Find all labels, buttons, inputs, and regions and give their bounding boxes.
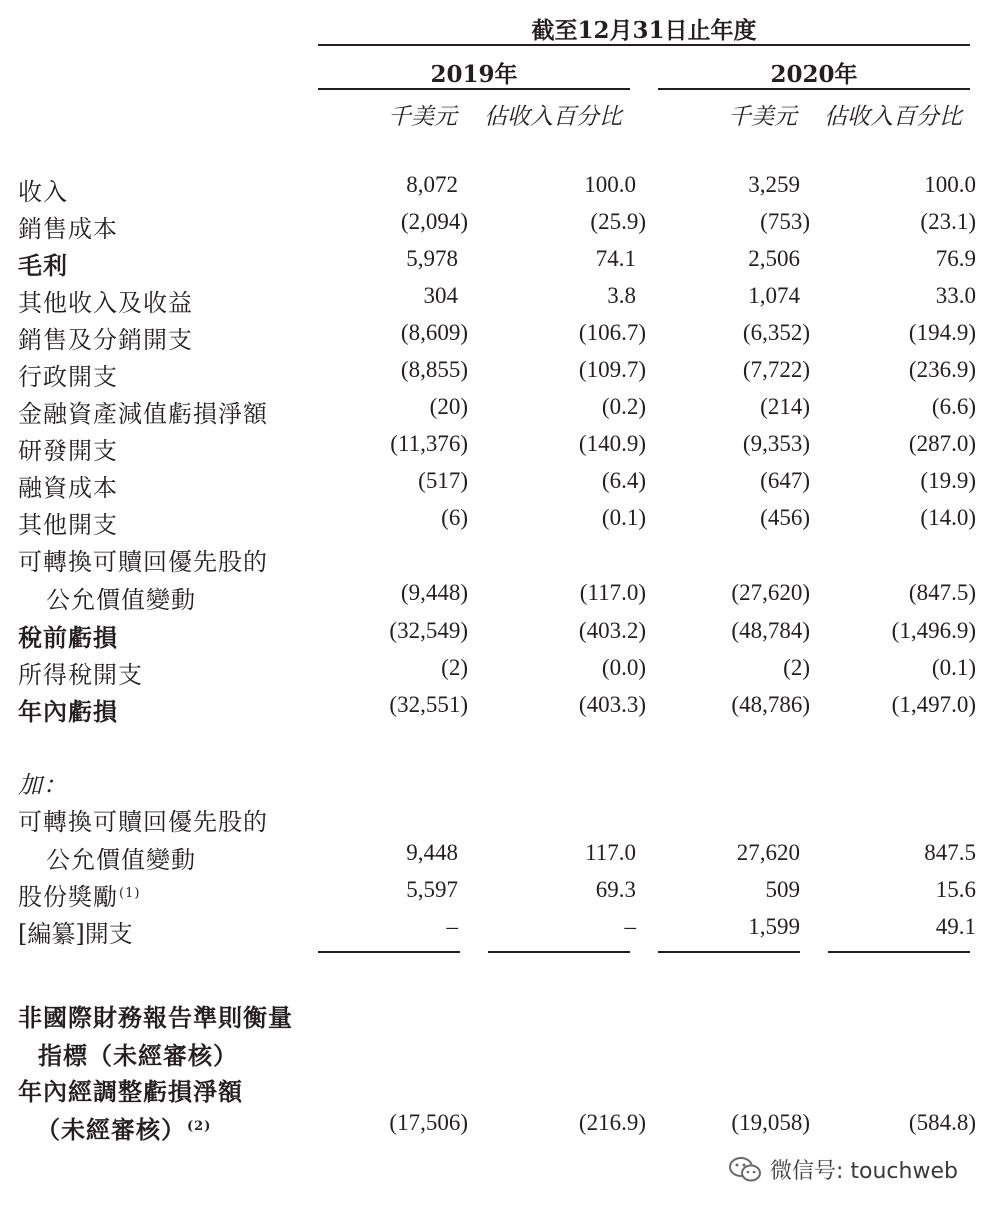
- cell-2020-usd: (2): [783, 655, 810, 680]
- table-row: [0, 357, 996, 394]
- row-label: 公允價值變動: [46, 586, 196, 614]
- cell-2020-pct: (14.0): [920, 505, 976, 530]
- wechat-watermark: [728, 1154, 958, 1185]
- row-label: 金融資產減值虧損淨額: [18, 400, 268, 428]
- row-label: 銷售成本: [18, 215, 118, 243]
- watermark-text: 微信号: touchweb: [770, 1159, 958, 1184]
- table-row: [0, 580, 996, 617]
- table-row: [0, 914, 996, 951]
- cell-2020-pct: 76.9: [935, 246, 976, 271]
- row-label: 研發開支: [18, 437, 118, 465]
- row-label: 可轉換可贖回優先股的: [18, 808, 268, 836]
- cell-2019-pct: 100.0: [584, 172, 636, 197]
- cell-2020-usd: (19,058): [731, 1110, 810, 1135]
- row-label: 年內虧損: [18, 697, 118, 726]
- cell-2020-pct: 847.5: [924, 840, 976, 865]
- table-row: [0, 802, 996, 839]
- cell-2019-pct: (0.2): [601, 394, 646, 419]
- footnote-ref: (2): [187, 1119, 212, 1134]
- cell-2020-pct: (236.9): [908, 357, 976, 382]
- cell-2019-pct: 117.0: [585, 840, 636, 865]
- cell-2020-usd: 1,599: [748, 914, 800, 939]
- add-label: 加：: [18, 771, 68, 799]
- cell-2019-pct: (109.7): [578, 357, 646, 382]
- period-header: 截至12月31日止年度: [531, 17, 757, 44]
- cell-2020-usd: (456): [760, 505, 810, 530]
- cell-2020-pct: 15.6: [935, 877, 976, 902]
- non-ifrs-title-line2: 指標（未經審核）: [38, 1041, 238, 1070]
- footnote-ref: (1): [119, 886, 141, 901]
- row-label: [18, 877, 140, 912]
- cell-2020-usd: (753): [760, 209, 810, 234]
- cell-2020-usd: (48,784): [731, 618, 810, 643]
- cell-2020-pct: (19.9): [920, 468, 976, 493]
- table-row: [0, 618, 996, 655]
- cell-2019-usd: (17,506): [389, 1110, 468, 1135]
- table-row: [0, 692, 996, 729]
- cell-2020-pct: (194.9): [908, 320, 976, 345]
- cell-2020-usd: (214): [760, 394, 810, 419]
- cell-2020-pct: (584.8): [908, 1110, 976, 1135]
- cell-2019-usd: 8,072: [406, 172, 458, 197]
- cell-2019-usd: (32,549): [389, 618, 468, 643]
- cell-2020-usd: 1,074: [748, 283, 800, 308]
- cell-2020-pct: (0.1): [931, 655, 976, 680]
- cell-2019-pct: (403.2): [578, 618, 646, 643]
- cell-2019-pct: (106.7): [578, 320, 646, 345]
- column-rule: [318, 951, 460, 953]
- column-rule: [488, 951, 630, 953]
- cell-2020-pct: 49.1: [935, 914, 976, 939]
- cell-2019-pct: 74.1: [595, 246, 636, 271]
- cell-2019-usd: 9,448: [406, 840, 458, 865]
- cell-2020-pct: (23.1): [920, 209, 976, 234]
- cell-2020-pct: (287.0): [908, 431, 976, 456]
- column-rule: [658, 951, 800, 953]
- cell-2020-usd: (7,722): [742, 357, 810, 382]
- cell-2020-pct: 100.0: [924, 172, 976, 197]
- year-2020-header: 2020年: [770, 61, 858, 88]
- cell-2019-pct: –: [624, 914, 636, 939]
- cell-2019-pct: 3.8: [607, 283, 636, 308]
- cell-2019-usd: (8,855): [400, 357, 468, 382]
- cell-2019-pct: (6.4): [601, 468, 646, 493]
- cell-2019-usd: 5,978: [406, 246, 458, 271]
- add-section-heading: [0, 765, 996, 802]
- cell-2020-usd: (48,786): [731, 692, 810, 717]
- column-rule: [828, 951, 970, 953]
- table-row: [0, 468, 996, 505]
- cell-2020-usd: 3,259: [748, 172, 800, 197]
- table-row: [0, 1110, 996, 1147]
- non-ifrs-title: 非國際財務報告準則衡量: [18, 1003, 293, 1032]
- table-row: [0, 246, 996, 283]
- table-row: [0, 655, 996, 692]
- cell-2020-pct: (6.6): [931, 394, 976, 419]
- cell-2020-pct: (1,496.9): [891, 618, 976, 643]
- cell-2019-usd: 5,597: [406, 877, 458, 902]
- year-2019-rule: [318, 88, 630, 90]
- wechat-icon: [728, 1156, 762, 1184]
- cell-2019-usd: (32,551): [389, 692, 468, 717]
- row-label: [36, 1110, 211, 1145]
- cell-2019-usd: (11,376): [390, 431, 468, 456]
- adjusted-loss-label: 年內經調整虧損淨額: [18, 1077, 243, 1106]
- subheader-usd-2020: 千美元: [728, 104, 797, 130]
- cell-2019-usd: (2,094): [400, 209, 468, 234]
- cell-2019-pct: 69.3: [595, 877, 636, 902]
- row-label: 收入: [18, 178, 68, 206]
- table-row: [0, 320, 996, 357]
- cell-2019-usd: (20): [429, 394, 468, 419]
- cell-2019-pct: (25.9): [590, 209, 646, 234]
- cell-2019-pct: (0.0): [601, 655, 646, 680]
- cell-2019-usd: 304: [423, 283, 458, 308]
- table-row: [0, 505, 996, 542]
- year-2019-header: 2019年: [430, 61, 518, 88]
- subheader-usd-2019: 千美元: [388, 104, 457, 130]
- table-row: [0, 542, 996, 579]
- cell-2020-usd: (27,620): [731, 580, 810, 605]
- row-label: 稅前虧損: [18, 623, 118, 652]
- row-label: [編纂]開支: [18, 920, 133, 948]
- row-label: 可轉換可贖回優先股的: [18, 548, 268, 576]
- cell-2020-usd: 27,620: [736, 840, 800, 865]
- row-label: 其他開支: [18, 511, 118, 539]
- cell-2019-pct: (117.0): [579, 580, 646, 605]
- row-label: 行政開支: [18, 363, 118, 391]
- row-label-text: 股份獎勵: [18, 883, 118, 911]
- cell-2019-pct: (0.1): [601, 505, 646, 530]
- year-2020-rule: [658, 88, 970, 90]
- cell-2020-pct: (1,497.0): [891, 692, 976, 717]
- cell-2019-pct: (216.9): [578, 1110, 646, 1135]
- table-row: [0, 877, 996, 914]
- cell-2019-usd: (9,448): [400, 580, 468, 605]
- cell-2020-usd: 2,506: [748, 246, 800, 271]
- table-row: [0, 840, 996, 877]
- cell-2020-pct: 33.0: [935, 283, 976, 308]
- cell-2019-pct: (403.3): [578, 692, 646, 717]
- cell-2019-usd: (8,609): [400, 320, 468, 345]
- row-label: 公允價值變動: [46, 846, 196, 874]
- row-label: 融資成本: [18, 474, 118, 502]
- row-label: 所得稅開支: [18, 661, 143, 689]
- cell-2019-usd: (6): [441, 505, 468, 530]
- cell-2020-usd: (647): [760, 468, 810, 493]
- table-row: [0, 431, 996, 468]
- table-row: [0, 172, 996, 209]
- cell-2019-usd: (517): [418, 468, 468, 493]
- row-label: 其他收入及收益: [18, 289, 193, 317]
- cell-2020-usd: (9,353): [742, 431, 810, 456]
- period-rule: [318, 44, 970, 46]
- cell-2020-usd: 509: [765, 877, 800, 902]
- row-label-text: （未經審核）: [36, 1115, 186, 1144]
- subheader-pct-2019: 佔收入百分比: [484, 104, 622, 130]
- cell-2020-usd: (6,352): [742, 320, 810, 345]
- cell-2019-usd: –: [446, 914, 458, 939]
- row-label: 銷售及分銷開支: [18, 326, 193, 354]
- cell-2019-pct: (140.9): [578, 431, 646, 456]
- cell-2019-usd: (2): [441, 655, 468, 680]
- table-row: [0, 209, 996, 246]
- table-row: [0, 394, 996, 431]
- table-row: [0, 283, 996, 320]
- cell-2020-pct: (847.5): [908, 580, 976, 605]
- row-label: 毛利: [18, 251, 68, 280]
- subheader-pct-2020: 佔收入百分比: [824, 104, 962, 130]
